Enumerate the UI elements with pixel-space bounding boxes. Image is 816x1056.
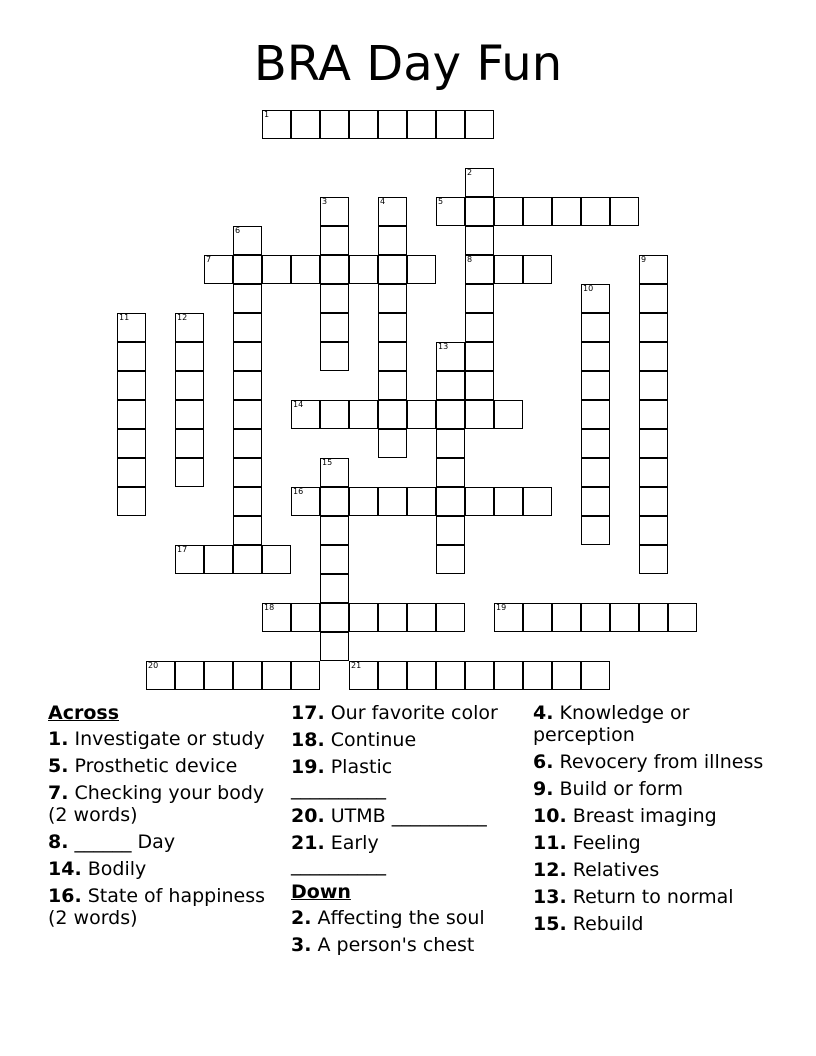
- grid-cell[interactable]: [349, 400, 378, 429]
- grid-cell[interactable]: [349, 110, 378, 139]
- grid-cell[interactable]: [117, 400, 146, 429]
- grid-cell[interactable]: [175, 400, 204, 429]
- grid-cell[interactable]: [523, 255, 552, 284]
- clue-down-11: 11. Feeling: [533, 832, 641, 854]
- grid-cell[interactable]: [610, 197, 639, 226]
- grid-cell[interactable]: [233, 661, 262, 690]
- clue-number: 10: [583, 284, 594, 293]
- grid-cell[interactable]: [581, 487, 610, 516]
- clue-number: 17: [177, 545, 188, 554]
- grid-cell[interactable]: [262, 110, 291, 139]
- clue-across-1: 1. Investigate or study: [48, 728, 265, 750]
- clue-number: 2: [467, 168, 473, 177]
- grid-cell[interactable]: [291, 603, 320, 632]
- grid-cell[interactable]: [291, 400, 320, 429]
- clue-across-21: 21. Early __________: [291, 832, 386, 876]
- grid-cell[interactable]: [204, 545, 233, 574]
- grid-cell[interactable]: [378, 226, 407, 255]
- grid-cell[interactable]: [378, 313, 407, 342]
- grid-cell[interactable]: [320, 342, 349, 371]
- grid-cell[interactable]: [378, 255, 407, 284]
- grid-cell[interactable]: [639, 516, 668, 545]
- grid-cell[interactable]: [233, 226, 262, 255]
- grid-cell[interactable]: [639, 458, 668, 487]
- grid-cell[interactable]: [436, 371, 465, 400]
- grid-cell[interactable]: [436, 516, 465, 545]
- grid-cell[interactable]: [175, 545, 204, 574]
- grid-cell[interactable]: [494, 255, 523, 284]
- grid-cell[interactable]: [320, 313, 349, 342]
- clue-number: 15: [322, 458, 333, 467]
- grid-cell[interactable]: [233, 429, 262, 458]
- grid-cell[interactable]: [291, 255, 320, 284]
- grid-cell[interactable]: [436, 110, 465, 139]
- grid-cell[interactable]: [378, 603, 407, 632]
- clue-down-4: 4. Knowledge or perception: [533, 702, 690, 746]
- clue-across-14: 14. Bodily: [48, 858, 147, 880]
- grid-cell[interactable]: [436, 197, 465, 226]
- clue-down-15: 15. Rebuild: [533, 913, 644, 935]
- grid-cell[interactable]: [349, 661, 378, 690]
- grid-cell[interactable]: [523, 661, 552, 690]
- grid-cell[interactable]: [639, 284, 668, 313]
- clue-number: 20: [148, 661, 159, 670]
- grid-cell[interactable]: [581, 284, 610, 313]
- clue-number: 19: [496, 603, 507, 612]
- grid-cell[interactable]: [233, 255, 262, 284]
- clue-number: 5: [438, 197, 444, 206]
- clue-across-8: 8. ______ Day: [48, 831, 176, 853]
- clue-down-6: 6. Revocery from illness: [533, 751, 764, 773]
- grid-cell[interactable]: [523, 487, 552, 516]
- grid-cell[interactable]: [378, 110, 407, 139]
- clue-number: 11: [119, 313, 130, 322]
- clue-number: 18: [264, 603, 275, 612]
- grid-cell[interactable]: [581, 313, 610, 342]
- grid-cell[interactable]: [378, 429, 407, 458]
- grid-cell[interactable]: [465, 342, 494, 371]
- grid-cell[interactable]: [465, 197, 494, 226]
- grid-cell[interactable]: [349, 255, 378, 284]
- grid-cell[interactable]: [175, 458, 204, 487]
- clue-number: 6: [235, 226, 241, 235]
- grid-cell[interactable]: [639, 255, 668, 284]
- grid-cell[interactable]: [378, 400, 407, 429]
- grid-cell[interactable]: [320, 603, 349, 632]
- grid-cell[interactable]: [407, 603, 436, 632]
- clue-across-20: 20. UTMB __________: [291, 805, 487, 827]
- grid-cell[interactable]: [639, 487, 668, 516]
- clue-across-16: 16. State of happiness (2 words): [48, 885, 266, 929]
- grid-cell[interactable]: [581, 400, 610, 429]
- clue-down-12: 12. Relatives: [533, 859, 660, 881]
- grid-cell[interactable]: [523, 603, 552, 632]
- grid-cell[interactable]: [320, 574, 349, 603]
- clues-column-3: [533, 702, 773, 940]
- grid-cell[interactable]: [117, 342, 146, 371]
- grid-cell[interactable]: [668, 603, 697, 632]
- grid-cell[interactable]: [639, 400, 668, 429]
- clues-column-2: [291, 702, 519, 961]
- grid-cell[interactable]: [175, 429, 204, 458]
- clue-down-13: 13. Return to normal: [533, 886, 734, 908]
- grid-cell[interactable]: [204, 255, 233, 284]
- grid-cell[interactable]: [639, 371, 668, 400]
- grid-cell[interactable]: [378, 284, 407, 313]
- grid-cell[interactable]: [175, 371, 204, 400]
- grid-cell[interactable]: [349, 603, 378, 632]
- clue-number: 7: [206, 255, 212, 264]
- puzzle-title: BRA Day Fun: [253, 36, 563, 92]
- grid-cell[interactable]: [552, 661, 581, 690]
- grid-cell[interactable]: [320, 197, 349, 226]
- clue-across-17: 17. Our favorite color: [291, 702, 498, 724]
- clues-column-1: [48, 702, 280, 934]
- grid-cell[interactable]: [204, 661, 233, 690]
- grid-cell[interactable]: [407, 255, 436, 284]
- grid-cell[interactable]: [581, 197, 610, 226]
- grid-cell[interactable]: [581, 342, 610, 371]
- grid-cell[interactable]: [291, 487, 320, 516]
- grid-cell[interactable]: [407, 661, 436, 690]
- clue-number: 1: [264, 110, 270, 119]
- grid-cell[interactable]: [436, 661, 465, 690]
- grid-cell[interactable]: [320, 632, 349, 661]
- grid-cell[interactable]: [494, 661, 523, 690]
- grid-cell[interactable]: [436, 458, 465, 487]
- grid-cell[interactable]: [262, 661, 291, 690]
- grid-cell[interactable]: [349, 487, 378, 516]
- grid-cell[interactable]: [291, 110, 320, 139]
- grid-cell[interactable]: [465, 255, 494, 284]
- clue-number: 13: [438, 342, 449, 351]
- grid-cell[interactable]: [262, 545, 291, 574]
- grid-cell[interactable]: [407, 110, 436, 139]
- grid-cell[interactable]: [378, 661, 407, 690]
- grid-cell[interactable]: [465, 371, 494, 400]
- grid-cell[interactable]: [523, 197, 552, 226]
- grid-cell[interactable]: [262, 603, 291, 632]
- grid-cell[interactable]: [117, 458, 146, 487]
- grid-cell[interactable]: [639, 545, 668, 574]
- grid-cell[interactable]: [494, 400, 523, 429]
- grid-cell[interactable]: [639, 313, 668, 342]
- grid-cell[interactable]: [465, 226, 494, 255]
- clue-across-18: 18. Continue: [291, 729, 417, 751]
- grid-cell[interactable]: [233, 371, 262, 400]
- grid-cell[interactable]: [639, 603, 668, 632]
- grid-cell[interactable]: [581, 429, 610, 458]
- grid-cell[interactable]: [175, 342, 204, 371]
- clue-number: 9: [641, 255, 647, 264]
- grid-cell[interactable]: [146, 661, 175, 690]
- grid-cell[interactable]: [233, 458, 262, 487]
- grid-cell[interactable]: [262, 255, 291, 284]
- grid-cell[interactable]: [320, 110, 349, 139]
- grid-cell[interactable]: [378, 371, 407, 400]
- across-header: Across: [48, 702, 120, 724]
- clue-down-10: 10. Breast imaging: [533, 805, 717, 827]
- grid-cell[interactable]: [233, 516, 262, 545]
- grid-cell[interactable]: [436, 400, 465, 429]
- clue-number: 3: [322, 197, 328, 206]
- clue-across-7: 7. Checking your body (2 words): [48, 782, 265, 826]
- grid-cell[interactable]: [233, 313, 262, 342]
- grid-cell[interactable]: [407, 487, 436, 516]
- grid-cell[interactable]: [407, 400, 436, 429]
- clue-down-3: 3. A person's chest: [291, 934, 475, 956]
- grid-cell[interactable]: [465, 661, 494, 690]
- grid-cell[interactable]: [436, 342, 465, 371]
- grid-cell[interactable]: [117, 313, 146, 342]
- grid-cell[interactable]: [581, 458, 610, 487]
- grid-cell[interactable]: [581, 603, 610, 632]
- grid-cell[interactable]: [320, 516, 349, 545]
- grid-cell[interactable]: [552, 197, 581, 226]
- clue-down-9: 9. Build or form: [533, 778, 684, 800]
- clue-down-2: 2. Affecting the soul: [291, 907, 485, 929]
- grid-cell[interactable]: [465, 110, 494, 139]
- grid-cell[interactable]: [465, 313, 494, 342]
- grid-cell[interactable]: [117, 487, 146, 516]
- grid-cell[interactable]: [320, 226, 349, 255]
- grid-cell[interactable]: [436, 603, 465, 632]
- grid-cell[interactable]: [320, 545, 349, 574]
- clue-number: 12: [177, 313, 188, 322]
- grid-cell[interactable]: [320, 400, 349, 429]
- grid-cell[interactable]: [117, 371, 146, 400]
- grid-cell[interactable]: [233, 400, 262, 429]
- grid-cell[interactable]: [639, 429, 668, 458]
- down-header: Down: [291, 881, 351, 903]
- grid-cell[interactable]: [581, 371, 610, 400]
- grid-cell[interactable]: [465, 168, 494, 197]
- grid-cell[interactable]: [581, 516, 610, 545]
- grid-cell[interactable]: [233, 545, 262, 574]
- grid-cell[interactable]: [639, 342, 668, 371]
- clue-across-5: 5. Prosthetic device: [48, 755, 238, 777]
- grid-cell[interactable]: [320, 458, 349, 487]
- grid-cell[interactable]: [552, 603, 581, 632]
- grid-cell[interactable]: [378, 342, 407, 371]
- clue-number: 16: [293, 487, 304, 496]
- grid-cell[interactable]: [494, 197, 523, 226]
- grid-cell[interactable]: [233, 342, 262, 371]
- grid-cell[interactable]: [175, 661, 204, 690]
- grid-cell[interactable]: [465, 284, 494, 313]
- grid-cell[interactable]: [436, 487, 465, 516]
- grid-cell[interactable]: [465, 400, 494, 429]
- grid-cell[interactable]: [494, 487, 523, 516]
- grid-cell[interactable]: [320, 487, 349, 516]
- clue-number: 8: [467, 255, 473, 264]
- clue-number: 4: [380, 197, 386, 206]
- grid-cell[interactable]: [465, 487, 494, 516]
- clue-across-19: 19. Plastic __________: [291, 756, 393, 800]
- grid-cell[interactable]: [320, 284, 349, 313]
- grid-cell[interactable]: [378, 487, 407, 516]
- grid-cell[interactable]: [436, 429, 465, 458]
- grid-cell[interactable]: [175, 313, 204, 342]
- grid-cell[interactable]: [291, 661, 320, 690]
- grid-cell[interactable]: [378, 197, 407, 226]
- grid-cell[interactable]: [581, 661, 610, 690]
- grid-cell[interactable]: [117, 429, 146, 458]
- grid-cell[interactable]: [610, 603, 639, 632]
- clue-number: 14: [293, 400, 304, 409]
- grid-cell[interactable]: [233, 487, 262, 516]
- grid-cell[interactable]: [494, 603, 523, 632]
- grid-cell[interactable]: [320, 255, 349, 284]
- grid-cell[interactable]: [233, 284, 262, 313]
- grid-cell[interactable]: [436, 545, 465, 574]
- clue-number: 21: [351, 661, 362, 670]
